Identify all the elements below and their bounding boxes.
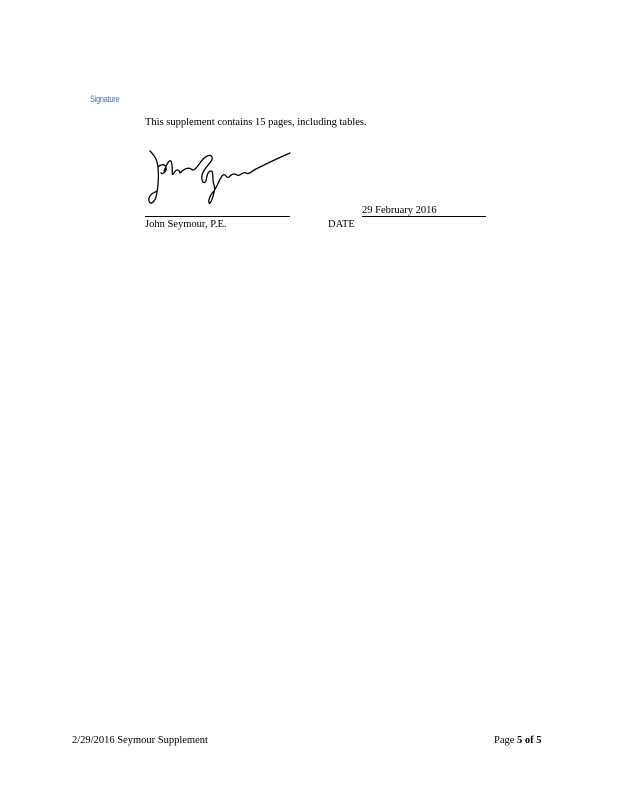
date-line (362, 216, 486, 217)
page-prefix: Page (494, 735, 515, 746)
signer-name: John Seymour, P.E. (145, 219, 227, 230)
page-of: of (524, 735, 534, 746)
date-label: DATE (328, 219, 355, 230)
page-current: 5 (517, 735, 523, 746)
page-total: 5 (536, 735, 542, 746)
handwritten-signature (144, 145, 294, 207)
footer-document-label: 2/29/2016 Seymour Supplement (72, 735, 208, 746)
intro-text: This supplement contains 15 pages, including tables. (145, 117, 367, 128)
signature-date: 29 February 2016 (362, 205, 437, 216)
footer-page-number (494, 735, 542, 746)
section-heading: Signature (90, 94, 120, 104)
signature-line (145, 216, 290, 217)
